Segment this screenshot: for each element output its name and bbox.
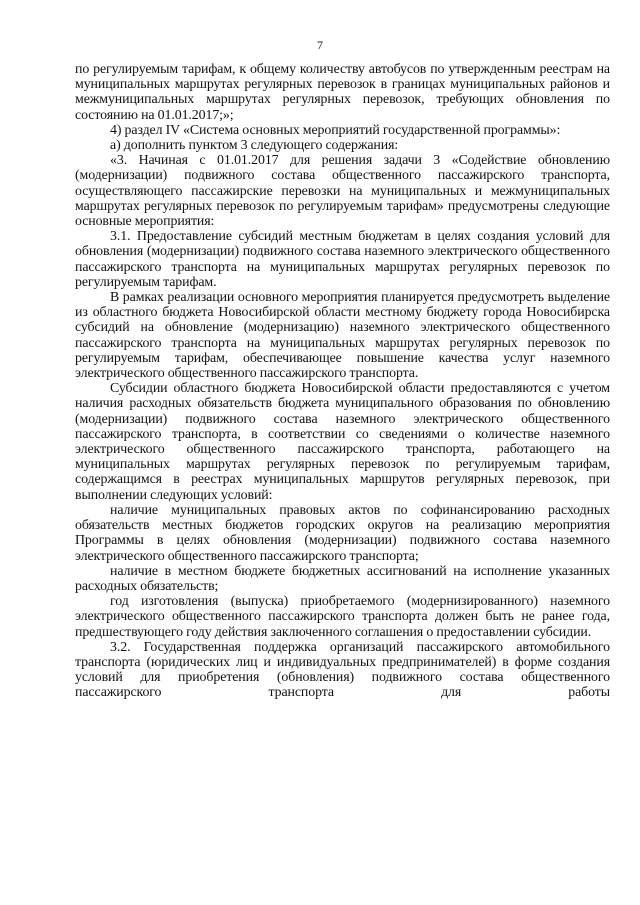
paragraph-subsidies-conditions: Субсидии областного бюджета Новосибирской области предоставляются с учетом наличия расходных обязательств бюджета муниципального образования по обновлению (модернизации) подвижного состава наземного электрического общественного пассажирского транспорта, в соответствии со сведениями о количестве наземного электрического общественного пассажирского транспорта, работающего на муниципальных маршрутах регулярных перевозок по регулируемым тарифам, содержащимся в реестрах муниципальных маршрутов регулярных перевозок, при выполнении следующих условий: [75,381,610,503]
paragraph-condition-legal-acts: наличие муниципальных правовых актов по софинансированию расходных обязательств местных бюджетов городских округов на реализацию мероприятия Программы в целях обновления (модернизации) подвижного состава наземного электрического общественного пассажирского транспорта; [75,502,610,564]
paragraph-point-3-2: 3.2. Государственная поддержка организаций пассажирского автомобильного транспорта (юридических лиц и индивидуальных предпринимателей) в форме создания условий для приобретения (обновления) подвижного состава общественного пассажирского транспорта для работы [75,639,610,701]
paragraph-point-3-1: 3.1. Предоставление субсидий местным бюджетам в целях создания условий для обновления (модернизации) подвижного состава наземного электрического общественного пассажирского транспорта на муниципальных маршрутах регулярных перевозок по регулируемым тарифам. [75,229,610,290]
paragraph-condition-budget: наличие в местном бюджете бюджетных ассигнований на исполнение указанных расходных обязательств; [75,563,610,594]
paragraph-section-item-4: 4) раздел IV «Система основных мероприятий государственной программы»: [110,122,561,138]
document-body [75,62,610,701]
paragraph-continuation: по регулируемым тарифам, к общему количеству автобусов по утвержденным реестрам на муниципальных маршрутах регулярных перевозок в границах муниципальных районов и межмуниципальных маршрутах регулярных перевозок, требующих обновления по состоянию на 01.01.2017;»; [75,62,610,123]
paragraph-main-measure: В рамках реализации основного мероприятия планируется предусмотреть выделение из областного бюджета Новосибирской области местному бюджету города Новосибирска субсидий на обновление (модернизацию) наземного электрического общественного пассажирского транспорта на муниципальных маршрутах регулярных перевозок по регулируемым тарифам, обеспечивающее повышение качества услуг наземного электрического общественного пассажирского транспорта. [75,290,610,382]
paragraph-subitem-a: а) дополнить пунктом 3 следующего содержания: [110,138,399,154]
paragraph-condition-manufacture-year: год изготовления (выпуска) приобретаемого (модернизированного) наземного электрического общественного пассажирского транспорта должен быть не ранее года, предшествующего году действия заключенного соглашения о предоставлении субсидии. [75,594,610,640]
paragraph-point-3: «3. Начиная с 01.01.2017 для решения задачи 3 «Содействие обновлению (модернизации) подвижного состава общественного пассажирского транспорта, осуществляющего пассажирские перевозки на муниципальных и межмуниципальных маршрутах регулярных перевозок по регулируемым тарифам» предусмотрены следующие основные мероприятия: [75,153,610,230]
page-number: 7 [317,38,323,52]
